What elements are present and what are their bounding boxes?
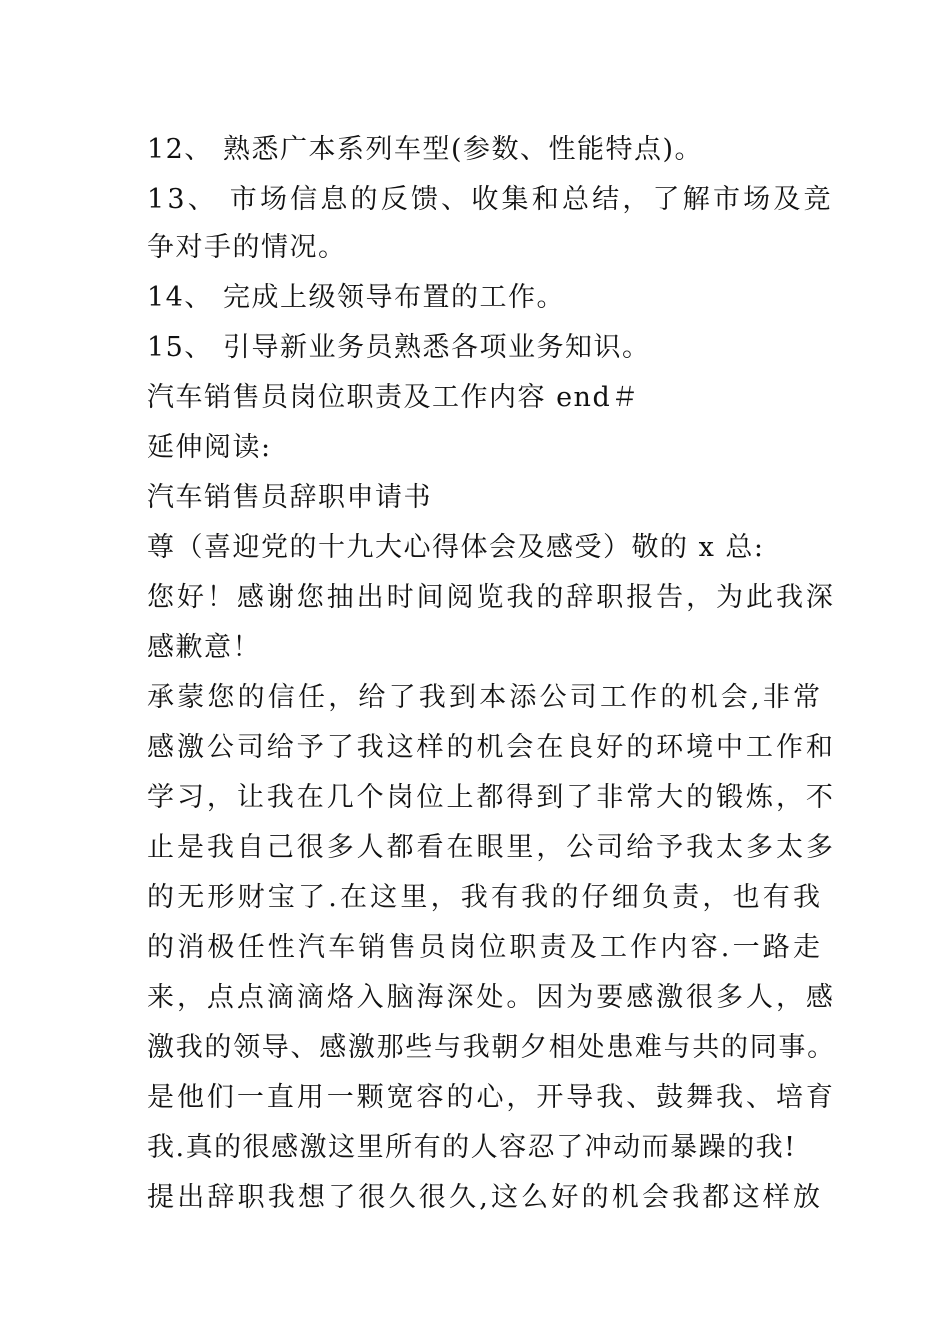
text-line: 来，点点滴滴烙入脑海深处。因为要感激很多人，感 — [147, 982, 836, 1013]
text-line: 延伸阅读: — [147, 432, 272, 463]
text-line: 13、 市场信息的反馈、收集和总结，了解市场及竞 — [147, 184, 834, 215]
text-line: 感激公司给予了我这样的机会在良好的环境中工作和 — [147, 732, 836, 763]
text-line: 承蒙您的信任，给了我到本添公司工作的机会,非常 — [147, 682, 824, 713]
text-line: 是他们一直用一颗宽容的心，开导我、鼓舞我、培育 — [147, 1082, 836, 1113]
text-line: 止是我自己很多人都看在眼里，公司给予我太多太多 — [147, 832, 836, 863]
text-line: 提出辞职我想了很久很久,这么好的机会我都这样放 — [147, 1182, 824, 1213]
text-line: 激我的领导、感激那些与我朝夕相处患难与共的同事。 — [147, 1032, 836, 1063]
text-line: 14、 完成上级领导布置的工作。 — [147, 282, 565, 313]
text-line: 学习，让我在几个岗位上都得到了非常大的锻炼，不 — [147, 782, 836, 813]
text-line: 的无形财宝了.在这里，我有我的仔细负责，也有我 — [147, 882, 824, 913]
text-line: 感歉意！ — [147, 632, 261, 663]
text-line: 的消极任性汽车销售员岗位职责及工作内容.一路走 — [147, 932, 824, 963]
text-line: 尊（喜迎党的十九大心得体会及感受）敬的 x 总: — [147, 532, 765, 563]
text-line: 15、 引导新业务员熟悉各项业务知识。 — [147, 332, 651, 363]
text-line: 汽车销售员辞职申请书 — [147, 482, 432, 513]
text-line: 12、 熟悉广本系列车型(参数、性能特点)。 — [147, 134, 704, 165]
text-line: 汽车销售员岗位职责及工作内容 end＃ — [147, 382, 640, 413]
text-line: 我.真的很感激这里所有的人容忍了冲动而暴躁的我! — [147, 1132, 797, 1163]
text-line: 争对手的情况。 — [147, 232, 347, 263]
text-line: 您好！感谢您抽出时间阅览我的辞职报告，为此我深 — [147, 582, 836, 613]
